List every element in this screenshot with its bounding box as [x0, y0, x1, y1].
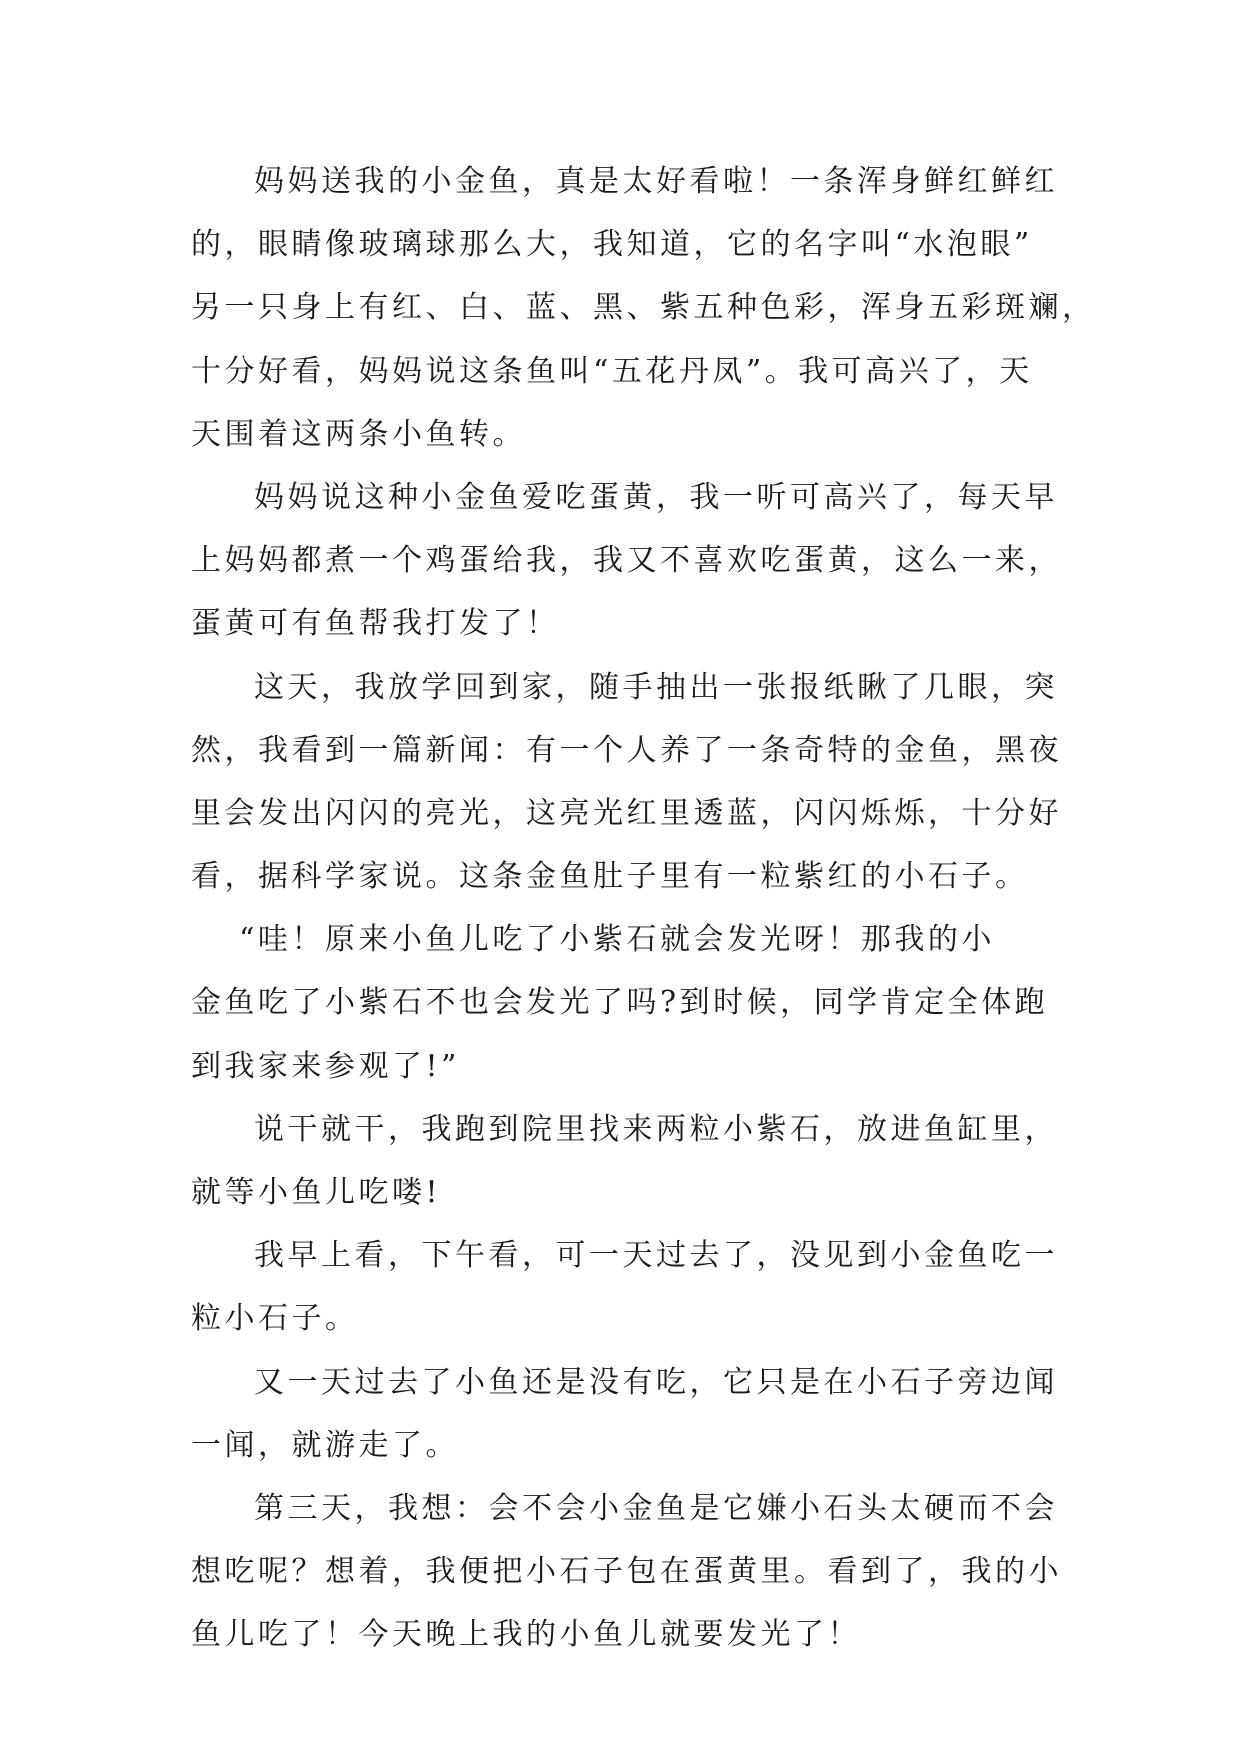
paragraph-5	[191, 1098, 1058, 1224]
text-line: 到我家来参观了!”	[191, 1048, 460, 1084]
document-body	[191, 150, 1096, 1667]
text-line: “哇！原来小鱼儿吃了小紫石就会发光呀！那我的小	[239, 922, 995, 958]
text-line: 第三天，我想：会不会小金鱼是它嫌小石头太硬而不会	[254, 1490, 1058, 1526]
text-line: 鱼儿吃了！今天晚上我的小鱼儿就要发光了！	[191, 1617, 861, 1653]
text-line: 看，据科学家说。这条金鱼肚子里有一粒紫红的小石子。	[191, 859, 1029, 895]
text-line: 我早上看，下午看，可一天过去了，没见到小金鱼吃一	[254, 1238, 1058, 1274]
paragraph-6	[191, 1224, 1058, 1350]
text-line: 金鱼吃了小紫石不也会发光了吗?到时候，同学肯定全体跑	[191, 985, 1049, 1021]
text-line: 天围着这两条小鱼转。	[191, 416, 526, 452]
text-line: 这天，我放学回到家，随手抽出一张报纸瞅了几眼，突	[254, 669, 1058, 705]
paragraph-3	[191, 656, 1062, 909]
text-line: 妈妈送我的小金鱼，真是太好看啦！一条浑身鲜红鲜红	[254, 164, 1058, 199]
text-line: 上妈妈都煮一个鸡蛋给我，我又不喜欢吃蛋黄，这么一来，	[191, 543, 1062, 579]
text-line: 想吃呢？想着，我便把小石子包在蛋黄里。看到了，我的小	[191, 1554, 1062, 1590]
text-line: 另一只身上有红、白、蓝、黑、紫五种色彩，浑身五彩斑斓，	[191, 290, 1096, 326]
text-line: 粒小石子。	[191, 1301, 359, 1337]
text-line: 里会发出闪闪的亮光，这亮光红里透蓝，闪闪烁烁，十分好	[191, 795, 1062, 831]
text-line: 就等小鱼儿吃喽!	[191, 1175, 442, 1210]
text-line: 又一天过去了小鱼还是没有吃，它只是在小石子旁边闻	[254, 1364, 1058, 1400]
paragraph-8	[191, 1477, 1062, 1667]
text-line: 妈妈说这种小金鱼爱吃蛋黄，我一听可高兴了，每天早	[254, 479, 1058, 515]
text-line: 一闻，就游走了。	[191, 1427, 459, 1463]
paragraph-2	[191, 466, 1062, 656]
paragraph-4	[191, 908, 1051, 1098]
paragraph-7	[191, 1351, 1058, 1477]
text-line: 然，我看到一篇新闻：有一个人养了一条奇特的金鱼，黑夜	[191, 732, 1062, 768]
text-line: 蛋黄可有鱼帮我打发了！	[191, 606, 560, 642]
text-line: 的，眼睛像玻璃球那么大，我知道，它的名字叫“水泡眼”	[191, 227, 1033, 263]
paragraph-1	[191, 150, 1096, 466]
text-line: 说干就干，我跑到院里找来两粒小紫石，放进鱼缸里，	[254, 1111, 1058, 1147]
text-line: 十分好看，妈妈说这条鱼叫“五花丹凤”。我可高兴了，天	[191, 353, 1033, 389]
